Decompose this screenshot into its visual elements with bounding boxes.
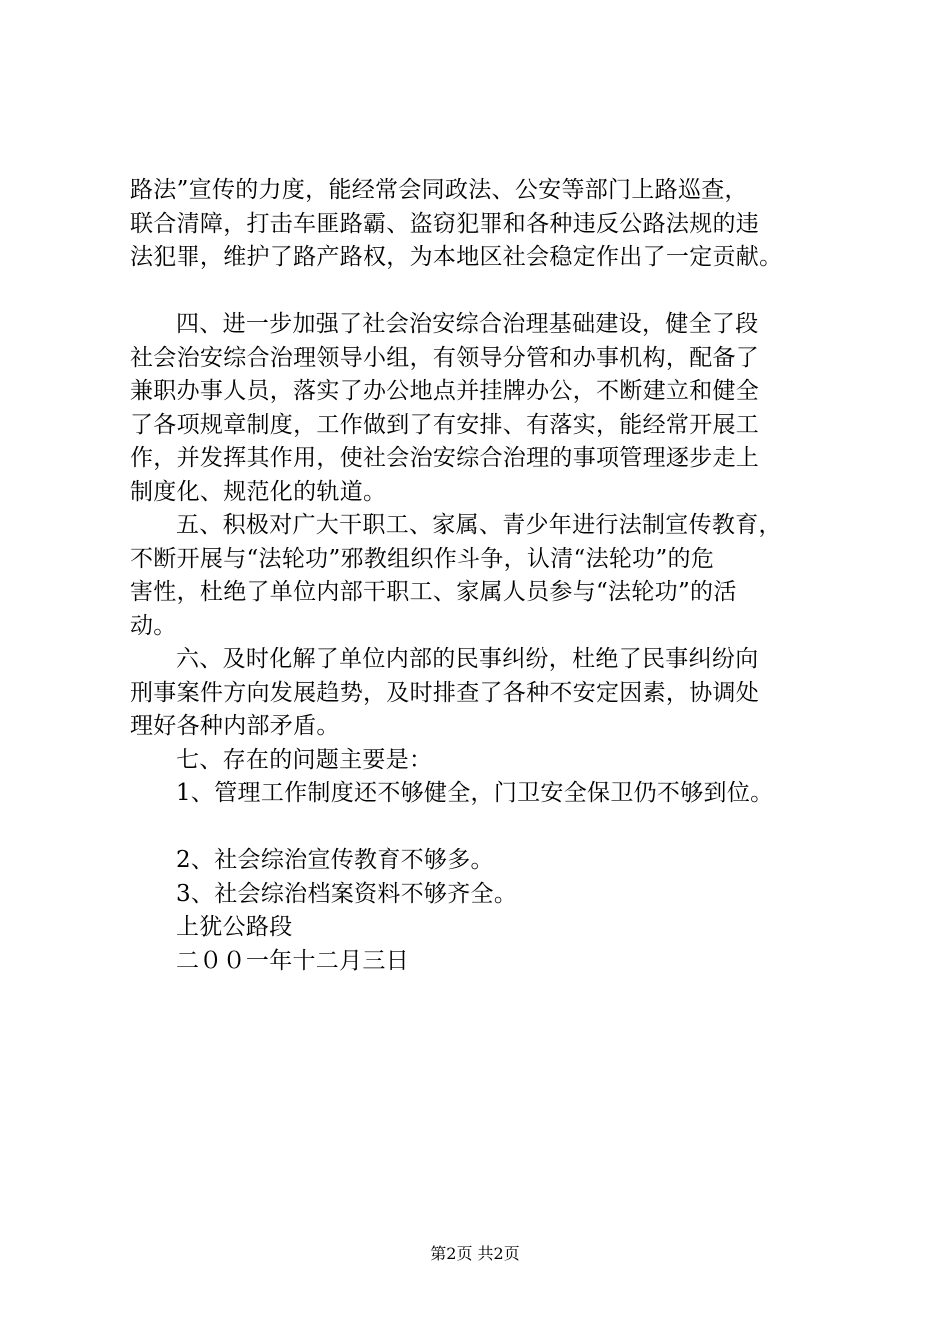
paragraph-line: 1、管理工作制度还不够健全，门卫安全保卫仍不够到位。	[176, 780, 774, 806]
paragraph-line: 联合清障，打击车匪路霸、盗窃犯罪和各种违反公路法规的违	[130, 210, 760, 237]
paragraph-line: 害性，杜绝了单位内部干职工、家属人员参与“法轮功”的活	[130, 579, 737, 605]
paragraph-line: 2、社会综治宣传教育不够多。	[176, 847, 494, 873]
paragraph-line: 六、及时化解了单位内部的民事纠纷，杜绝了民事纠纷向	[176, 646, 759, 672]
paragraph-line: 3、社会综治档案资料不够齐全。	[176, 880, 518, 907]
paragraph-line: 四、进一步加强了社会治安综合治理基础建设，健全了段	[176, 311, 759, 337]
paragraph-line: 制度化、规范化的轨道。	[130, 478, 387, 505]
paragraph-line: 五、积极对广大干职工、家属、青少年进行法制宣传教育，	[176, 512, 782, 538]
signature-organization: 上犹公路段	[176, 914, 293, 940]
paragraph-line: 兼职办事人员，落实了办公地点并挂牌办公，不断建立和健全	[130, 378, 760, 404]
paragraph-line: 法犯罪，维护了路产路权，为本地区社会稳定作出了一定贡献。	[130, 244, 783, 270]
paragraph-line: 作，并发挥其作用，使社会治安综合治理的事项管理逐步走上	[130, 445, 760, 471]
paragraph-gap	[130, 811, 835, 845]
document-body	[130, 174, 835, 978]
paragraph-line: 理好各种内部矛盾。	[130, 713, 340, 739]
paragraph-line: 社会治安综合治理领导小组，有领导分管和办事机构，配备了	[130, 344, 760, 371]
paragraph-line: 刑事案件方向发展趋势，及时排查了各种不安定因素，协调处	[130, 679, 760, 706]
paragraph-line: 了各项规章制度，工作做到了有安排、有落实，能经常开展工	[130, 411, 760, 438]
paragraph-line: 不断开展与“法轮功”邪教组织作斗争，认清“法轮功”的危	[130, 545, 715, 572]
page-footer: 第2页 共2页	[430, 1244, 520, 1263]
paragraph-gap	[130, 275, 835, 309]
signature-date: 二００一年十二月三日	[176, 947, 409, 974]
paragraph-line: 七、存在的问题主要是：	[176, 746, 433, 773]
paragraph-line: 动。	[130, 612, 177, 639]
paragraph-line: 路法”宣传的力度，能经常会同政法、公安等部门上路巡查，	[130, 177, 748, 203]
